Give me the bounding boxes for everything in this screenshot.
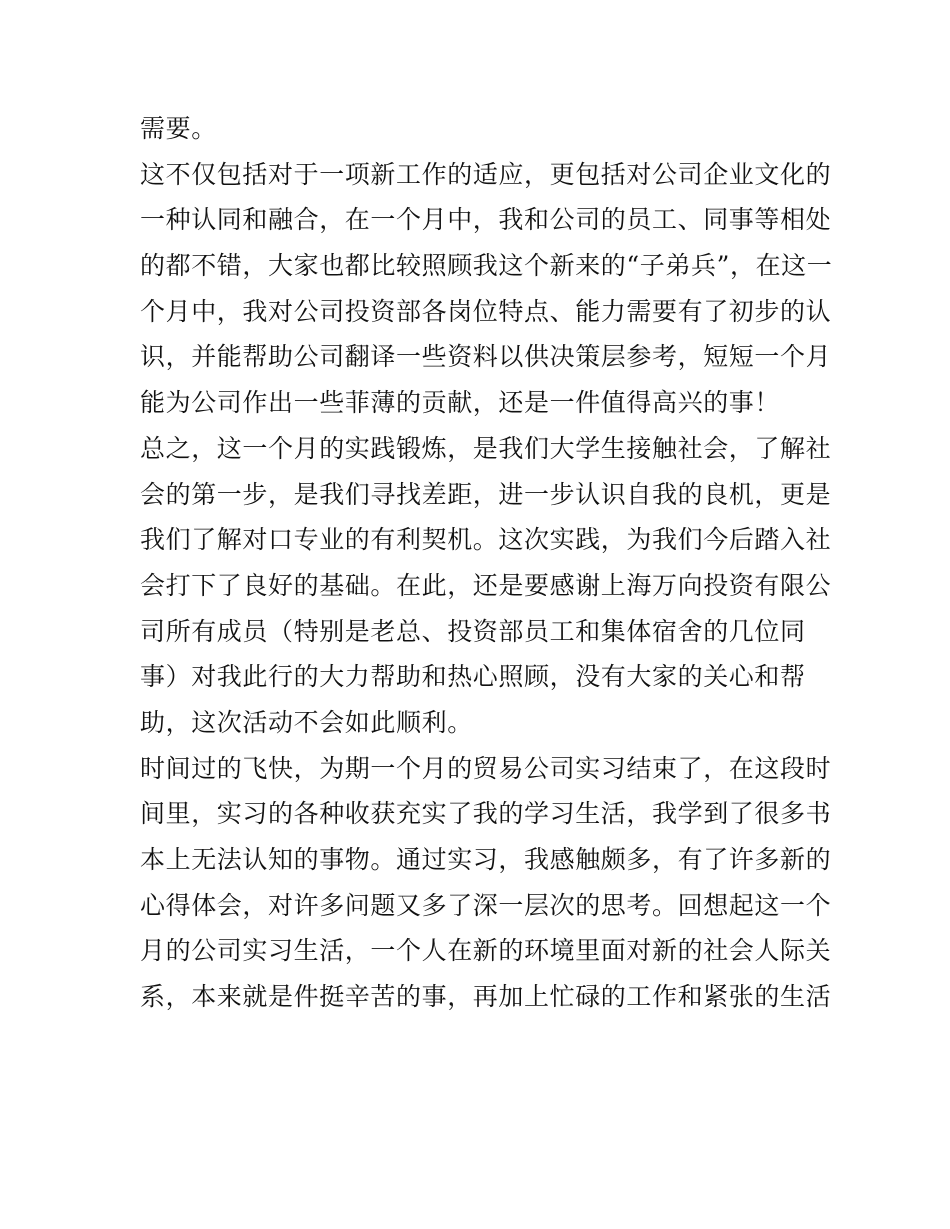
text-line: 需要。 [140,114,217,143]
text-line: 间里，实习的各种收获充实了我的学习生活，我学到了很多书 [140,799,832,829]
text-line: 月的公司实习生活，一个人在新的环境里面对新的社会人际关 [140,936,832,966]
text-line: 本上无法认知的事物。通过实习，我感触颇多，有了许多新的 [140,845,832,874]
text-line: 事）对我此行的大力帮助和热心照顾，没有大家的关心和帮 [140,662,806,692]
text-line: 会的第一步，是我们寻找差距，进一步认识自我的良机，更是 [140,479,832,509]
text-line: 时间过的飞快，为期一个月的贸易公司实习结束了，在这段时 [140,753,832,783]
text-line: 会打下了良好的基础。在此，还是要感谢上海万向投资有限公 [140,570,832,600]
text-line: 识，并能帮助公司翻译一些资料以供决策层参考，短短一个月 [140,342,832,372]
text-line: 这不仅包括对于一项新工作的适应，更包括对公司企业文化的 [140,159,832,189]
text-line: 我们了解对口专业的有利契机。这次实践，为我们今后踏入社 [140,525,832,555]
text-line: 能为公司作出一些菲薄的贡献，还是一件值得高兴的事！ [140,388,781,418]
text-line: 一种认同和融合，在一个月中，我和公司的员工、同事等相处 [140,205,832,235]
text-line: 总之，这一个月的实践锻炼，是我们大学生接触社会，了解社 [140,433,832,463]
text-line: 心得体会，对许多问题又多了深一层次的思考。回想起这一个 [140,890,832,920]
text-line: 司所有成员（特别是老总、投资部员工和集体宿舍的几位同 [140,616,806,646]
text-line: 系，本来就是件挺辛苦的事，再加上忙碌的工作和紧张的生活 [140,982,832,1012]
text-line: 个月中，我对公司投资部各岗位特点、能力需要有了初步的认 [140,296,832,326]
body-text [140,106,833,1020]
text-line: 助，这次活动不会如此顺利。 [140,707,473,737]
text-line: 的都不错，大家也都比较照顾我这个新来的“子弟兵”，在这一 [140,251,833,281]
